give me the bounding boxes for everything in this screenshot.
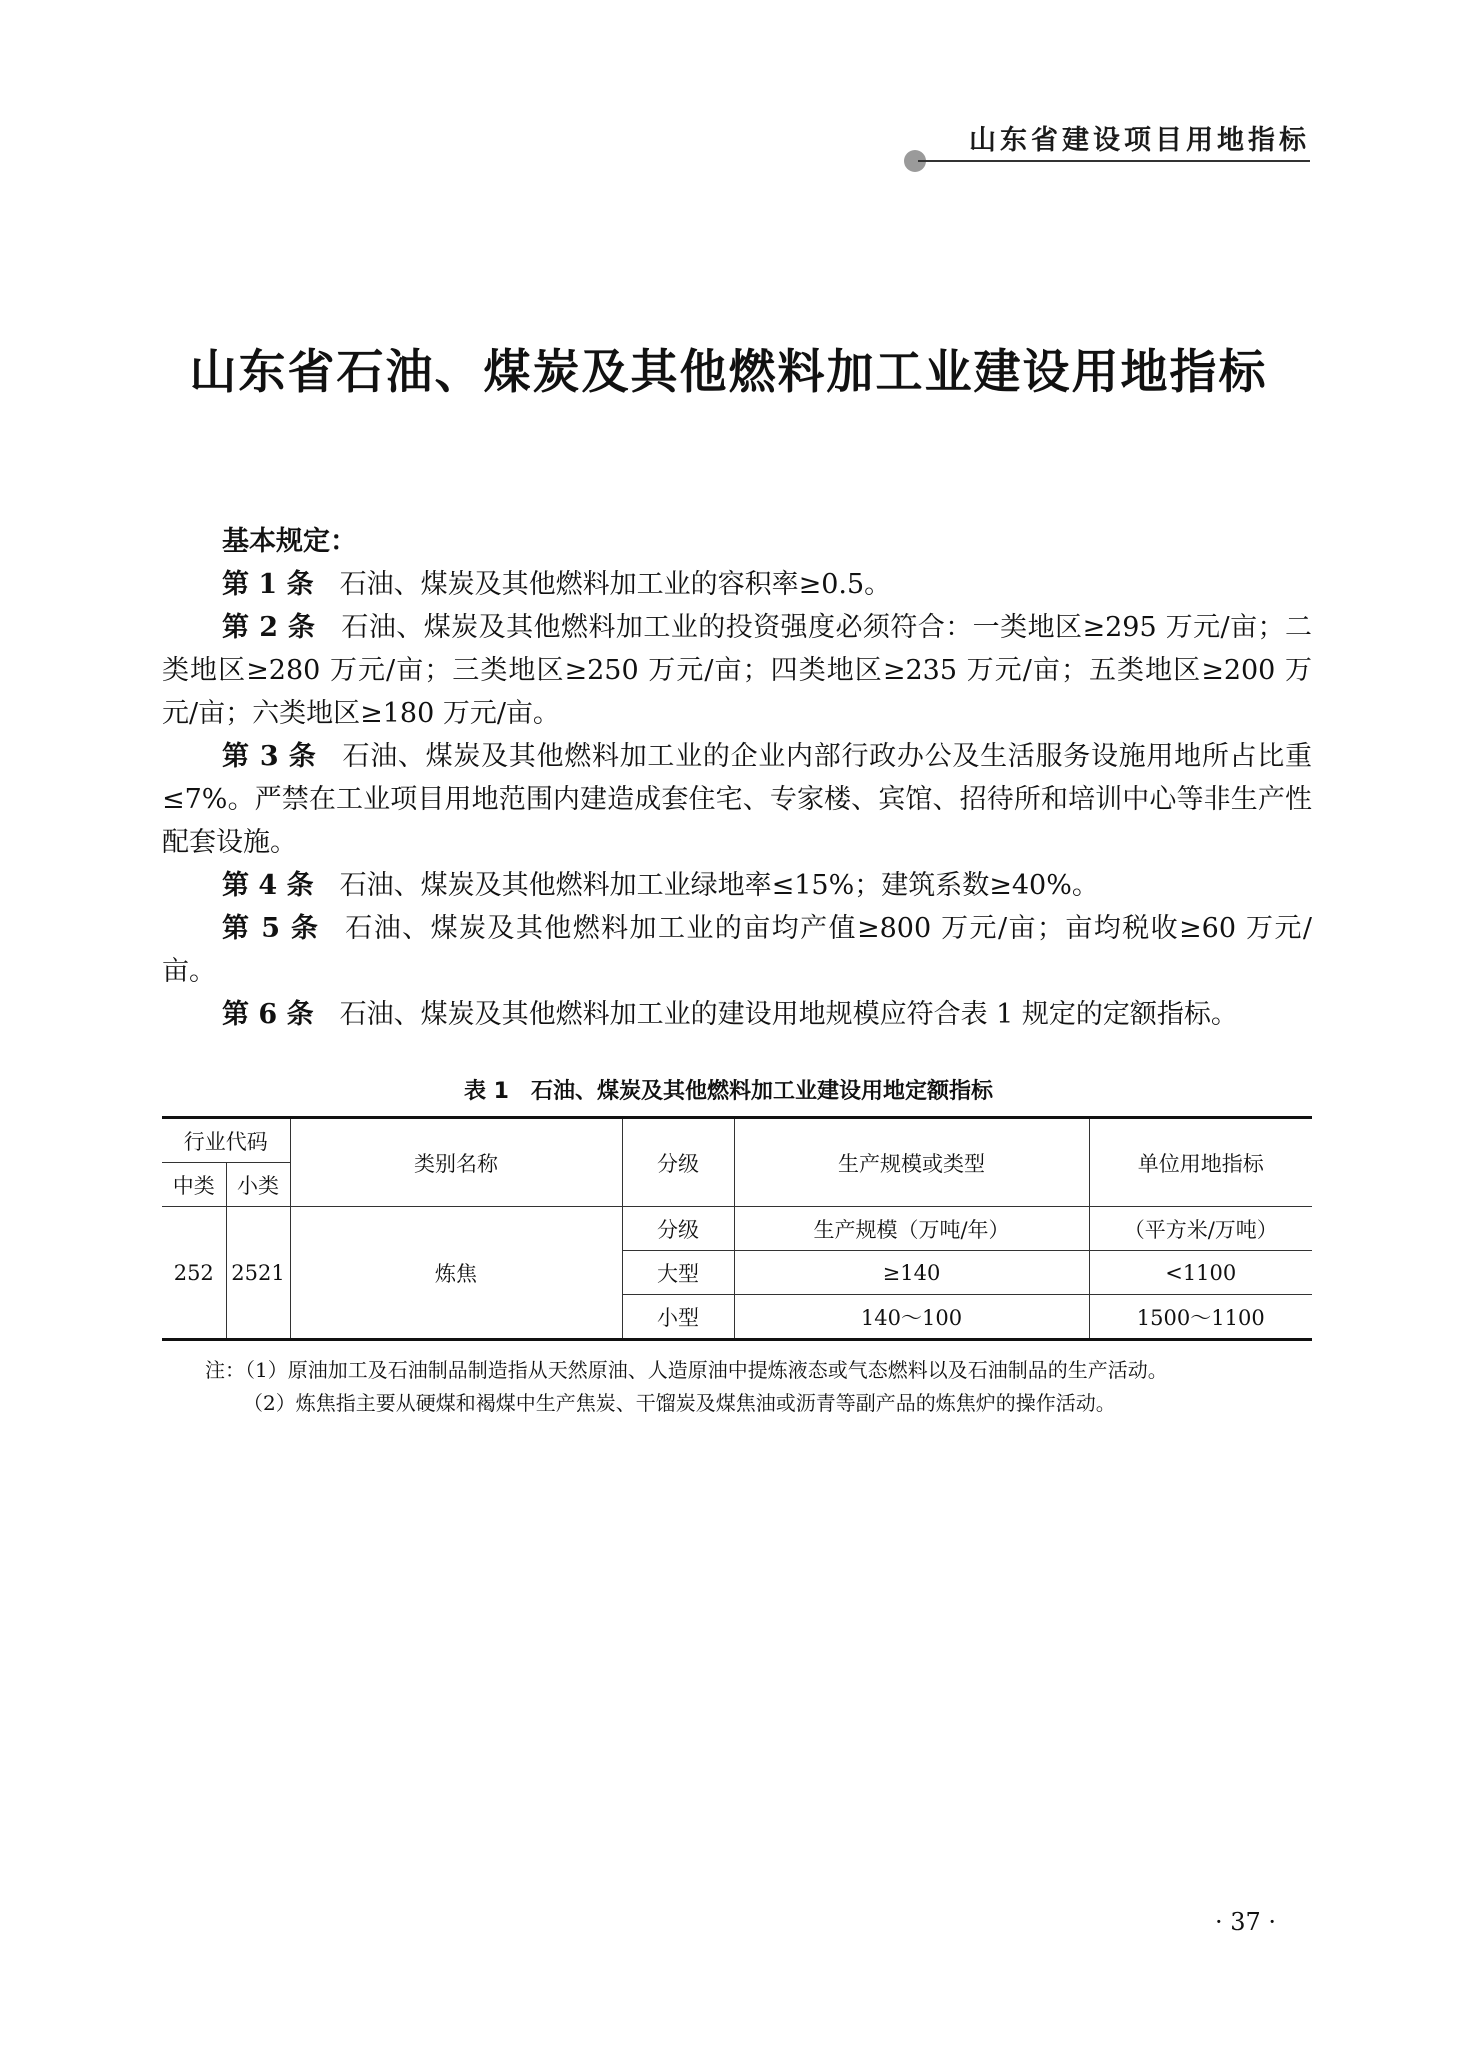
cell-subheader-unit: （平方米/万吨） <box>1089 1207 1312 1251</box>
article-label: 第 2 条 <box>222 612 316 643</box>
header-grade: 分级 <box>622 1118 734 1207</box>
article-label: 第 1 条 <box>222 569 314 600</box>
cell-scale: 140～100 <box>734 1295 1089 1340</box>
regulation-body <box>162 520 1312 1036</box>
header-land-index: 单位用地指标 <box>1089 1118 1312 1207</box>
cell-grade: 大型 <box>622 1251 734 1295</box>
table-caption: 表 1 石油、煤炭及其他燃料加工业建设用地定额指标 <box>464 1079 993 1104</box>
article-6 <box>162 993 1312 1036</box>
article-text: 石油、煤炭及其他燃料加工业的容积率≥0.5。 <box>339 569 892 600</box>
table-header-row <box>162 1118 1312 1163</box>
article-text: 石油、煤炭及其他燃料加工业的投资强度必须符合：一类地区≥295 万元/亩；二类地区≥280 万元/亩；三类地区≥250 万元/亩；四类地区≥235 万元/亩；五类地区≥200 万元/亩；六类地区≥180 万元/亩。 <box>162 612 1312 729</box>
note-2: （2）炼焦指主要从硬煤和褐煤中生产焦炭、干馏炭及煤焦油或沥青等副产品的炼焦炉的操作活动。 <box>243 1391 1116 1415</box>
land-quota-table <box>162 1116 1312 1341</box>
article-text: 石油、煤炭及其他燃料加工业绿地率≤15%；建筑系数≥40%。 <box>339 870 1099 901</box>
page-number: · 37 · <box>1215 1908 1277 1936</box>
article-3 <box>162 735 1312 864</box>
table-notes <box>205 1354 1325 1420</box>
cell-small-code: 2521 <box>226 1207 290 1340</box>
cell-index: <1100 <box>1089 1251 1312 1295</box>
article-2 <box>162 606 1312 735</box>
header-rule <box>918 160 1310 162</box>
article-1 <box>162 563 1312 606</box>
article-label: 第 3 条 <box>222 741 317 772</box>
cell-subheader-grade: 分级 <box>622 1207 734 1251</box>
article-5 <box>162 907 1312 993</box>
article-text: 石油、煤炭及其他燃料加工业的亩均产值≥800 万元/亩；亩均税收≥60 万元/亩。 <box>162 913 1312 987</box>
cell-grade: 小型 <box>622 1295 734 1340</box>
article-4 <box>162 864 1312 907</box>
cell-category: 炼焦 <box>290 1207 622 1340</box>
article-label: 第 4 条 <box>222 870 314 901</box>
note-1: 注：（1）原油加工及石油制品制造指从天然原油、人造原油中提炼液态或气态燃料以及石油制品的生产活动。 <box>205 1358 1168 1382</box>
article-label: 第 6 条 <box>222 999 314 1030</box>
cell-index: 1500～1100 <box>1089 1295 1312 1340</box>
cell-middle-code: 252 <box>162 1207 226 1340</box>
header-middle: 中类 <box>162 1163 226 1207</box>
basic-heading: 基本规定： <box>222 526 357 557</box>
page-title: 山东省石油、煤炭及其他燃料加工业建设用地指标 <box>189 345 1268 400</box>
cell-scale: ≥140 <box>734 1251 1089 1295</box>
header-scale: 生产规模或类型 <box>734 1118 1089 1207</box>
header-industry-code: 行业代码 <box>162 1118 290 1163</box>
article-text: 石油、煤炭及其他燃料加工业的企业内部行政办公及生活服务设施用地所占比重≤7%。严禁在工业项目用地范围内建造成套住宅、专家楼、宾馆、招待所和培训中心等非生产性配套设施。 <box>162 741 1313 858</box>
table-row <box>162 1207 1312 1251</box>
cell-subheader-scale: 生产规模（万吨/年） <box>734 1207 1089 1251</box>
header-category: 类别名称 <box>290 1118 622 1207</box>
article-label: 第 5 条 <box>222 913 320 944</box>
header-small: 小类 <box>226 1163 290 1207</box>
article-text: 石油、煤炭及其他燃料加工业的建设用地规模应符合表 1 规定的定额指标。 <box>339 999 1238 1030</box>
running-header: 山东省建设项目用地指标 <box>969 125 1310 156</box>
